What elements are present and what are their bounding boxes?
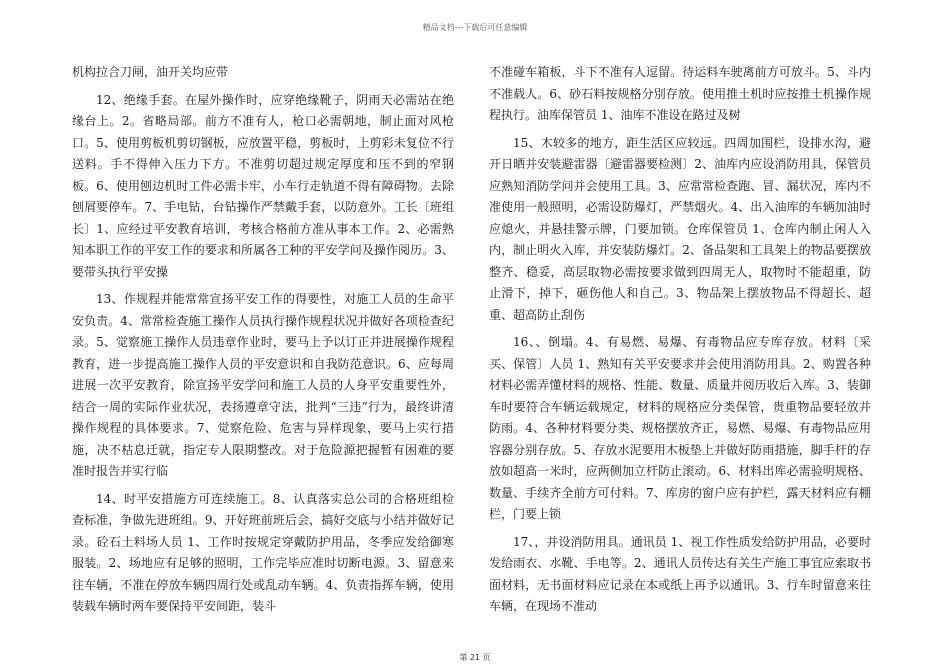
paragraph: 14、时平安措施方可连续施工。8、认真落实总公司的合格班组检查标准，争做先进班组。9、开好班前班后会，搞好交底与小结并做好记录。砼石土料场人员 1、工作时按规定穿戴防护用品，冬季应发给御寒服装。2、场地应有足够的照明，工作完毕应准时切断电源。3、留意来往车辆，不准在停放车辆四周行处或乱动车辆。4、负责指挥车辆，使用装载车辆时两车要保持平安间距，装斗 <box>72 491 454 613</box>
paragraph: 12、绝缘手套。在屋外操作时，应穿绝缘靴子，阴雨天必需站在绝缘台上。2。省略局部。前方不准有人，枪口必需朝地，制止面对风枪口。5、使用剪板机剪切钢板，应放置平稳，剪板时，上剪彩未复位不行送料。手不得伸入压力下方。不准剪切超过规定厚度和压不到的窄钢板。6、使用刨边机时工件必需卡牢，小车行走轨道不得有障碍物。去除刨屑要停车。7、手电钻，台钻操作严禁戴手套，以防意外。工长〔班组长〕1、应经过平安教育培训，考核合格前方准从事本工作。2、必需熟知本职工作的平安工作的要求和所属各工种的平安学问及操作阅历。3、要带头执行平安操 <box>72 92 454 279</box>
page-number: 第 21 页 <box>459 653 491 662</box>
paragraph: 17、，并设消防用具。通讯员 1、视工作性质发给防护用品，必要时发给雨衣、水靴、手电等。2、通讯人员传达有关生产施工事宜应索取书面材料，无书面材料应记录在本或纸上再予以通讯。3、行车时留意来往车辆，在现场不准动 <box>489 534 871 613</box>
paragraph: 机构拉合刀闸，油开关均应带 <box>72 65 229 79</box>
left-column <box>72 62 454 624</box>
paragraph: 13、作规程并能常常宣扬平安工作的得要性，对施工人员的生命平安负责。4、常常检查施工操作人员执行操作规程状况并做好各项检查纪录。5、觉察施工操作人员违章作业时，要马上予以订正并进展操作规程教育，进一步提高施工操作人员的平安意识和自我防范意识。6、应每周进展一次平安教育，除宣扬平安学问和施工人员的人身平安重要性外，结合一周的实际作业状况，表扬遵章守法，批判“三违”行为，最终讲清操作规程的具体要求。7、觉察危险、危害与异样现象，要马上实行措施，决不枯息迁就，指定专人限期整改。对于危险源把握暂有困难的要准时报告并实行临 <box>72 292 454 478</box>
paragraph: 15、木较多的地方，距生活区应较远。四周加围栏，设排水沟，避开日晒并安装避雷器〔避雷器要检测〕2、油库内应设消防用具，保管员应熟知消防学问并会使用工具。3、应常常检查跑、冒、漏状况，库内不准使用一般照明，必需设防爆灯，严禁烟火。4、出入油库的车辆加油时应熄火，并悬挂警示牌，门要加锁。仓库保管员 1、仓库内制止闲人入内，制止明火入库，并安装防爆灯。2、备品架和工具架上的物品要摆放整齐、稳妥，高层取物必需按要求做到四周无人，取物时不能超重，防止滑下，掉下，砸伤他人和自己。3、物品架上摆放物品不得超长、超重、超高防止刮伤 <box>489 135 871 322</box>
paragraph: 不准碰车箱板，斗下不准有人逗留。待运料车驶离前方可放斗。5、斗内不准载人。6、砂石料按规格分別存放。使用推土机时应按推土机操作规程执行。油库保管员 1、油库不准设在路过及树 <box>489 65 871 122</box>
paragraph: 16、、倒塌。4、有易燃、易爆、有毒物品应专库存放。材料〔采买、保管〕人员 1、熟知有关平安要求并会使用消防用具。2、购置各种材料必需弄懂材料的规格、性能、数量、质量并阅历收后入库。3、装御车时要符合车辆运载规定，材料的规格应分类保管，贵重物品要轻放并防雨。4、各种材料要分类、规格摆放齐正，易燃、易爆、有毒物品应用容器分别存放。5、存放水泥要用木板垫上并做好防雨措施，脚手杆的存放如超高一米时，应两侧加立杆防止滚动。6、材料出库必需验明规格、数量、手续齐全前方可付料。7、库房的窗户应有护栏，露天材料应有棚栏，门要上锁 <box>489 335 871 521</box>
right-column <box>489 62 871 624</box>
page-header: 精品文档---下载后可任意编辑 <box>422 23 528 32</box>
